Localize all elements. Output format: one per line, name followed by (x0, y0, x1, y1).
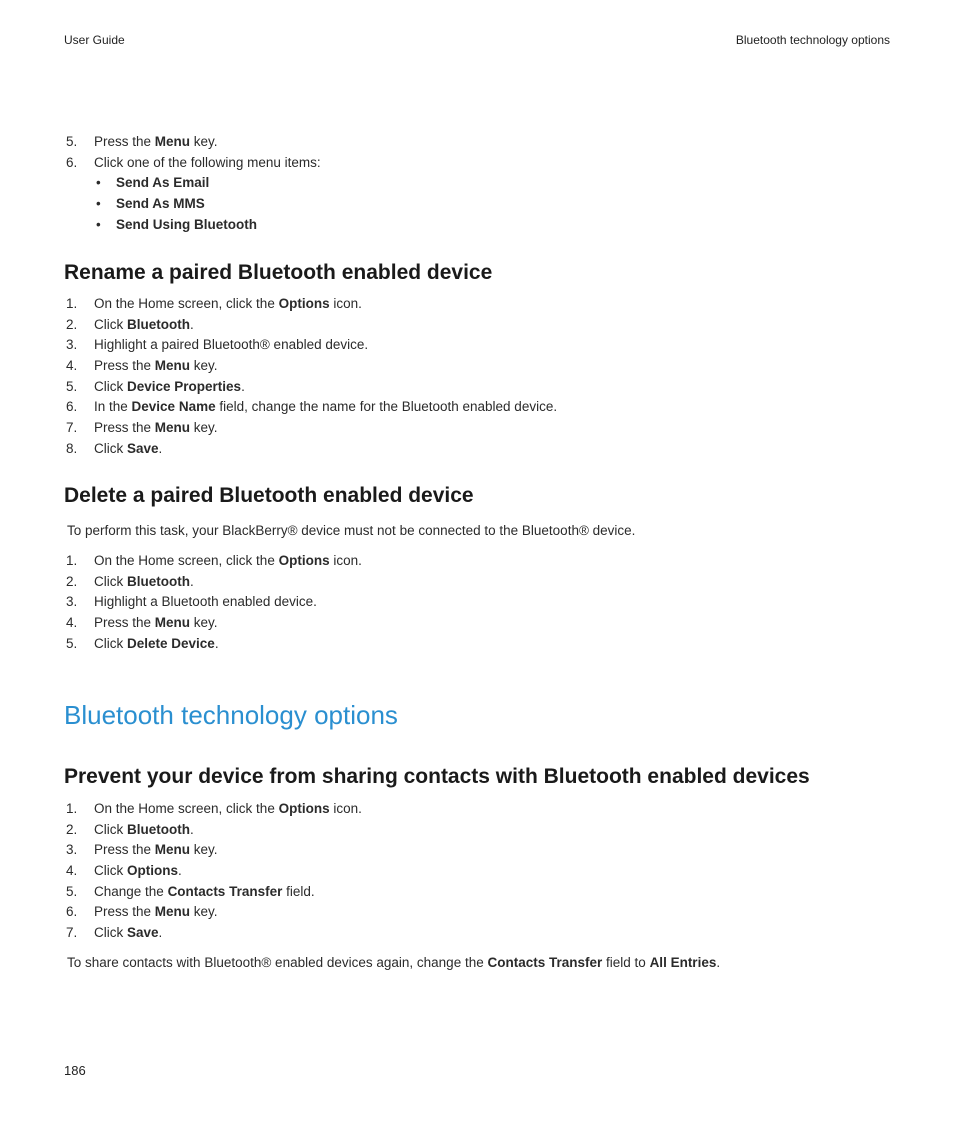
delete-heading: Delete a paired Bluetooth enabled device (64, 484, 474, 507)
running-header-right: Bluetooth technology options (735, 33, 890, 47)
running-header-left: User Guide (64, 33, 125, 47)
section-title: Bluetooth technology options (64, 700, 398, 730)
rename-heading: Rename a paired Bluetooth enabled device (64, 261, 493, 284)
delete-intro: To perform this task, your BlackBerry® device must not be connected to the Bluetooth® device. (67, 523, 636, 538)
prevent-heading: Prevent your device from sharing contacts with Bluetooth enabled devices (64, 765, 810, 788)
page-number: 186 (64, 1063, 86, 1078)
prevent-note: To share contacts with Bluetooth® enabled devices again, change the Contacts Transfer field to All Entries. (67, 955, 721, 970)
